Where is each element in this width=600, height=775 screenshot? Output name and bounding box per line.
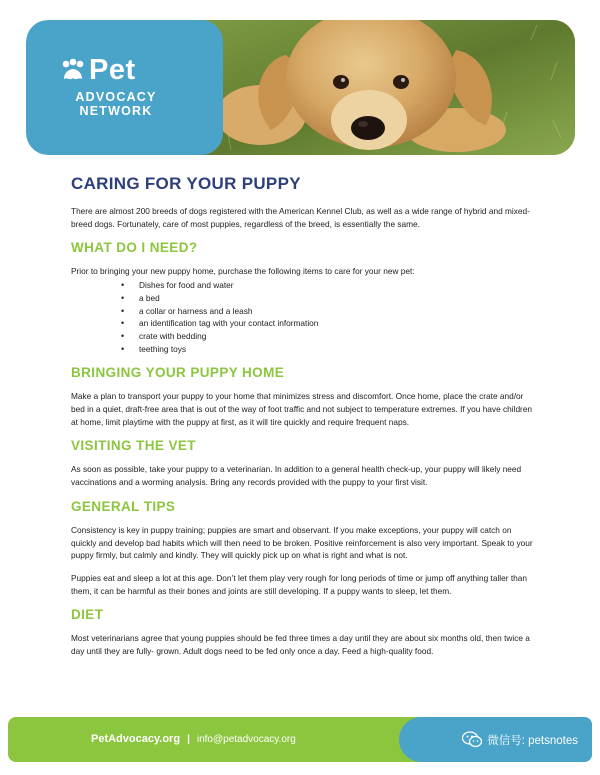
tips-paragraph-1: Consistency is key in puppy training; puppies are smart and observant. If you make exceptions, your puppy will catch on quickly and develop bad habits which will then need to be broken. Positive reinforcement is also very important. Speak to your puppy firmly, but calmly and kindly. They will quickly pick up on what is right and what is not. [71, 524, 533, 561]
home-paragraph: Make a plan to transport your puppy to your home that minimizes stress and discomfort. Once home, place the crate and/or bed in a quiet, draft-free area that is out of the way of foot traffic and not subject to temperature extremes. If you have children at home, limit playtime with the puppy at first, as it will tire quickly and require frequent naps. [71, 391, 533, 427]
need-paragraph: Prior to bringing your new puppy home, purchase the following items to care for your new pet: [71, 266, 415, 277]
page-title: CARING FOR YOUR PUPPY [71, 174, 301, 193]
paw-icon [60, 58, 86, 84]
heading-what-do-i-need: WHAT DO I NEED? [71, 240, 198, 256]
logo [26, 20, 201, 155]
vet-paragraph: As soon as possible, take your puppy to a veterinarian. In addition to a general health check-up, your puppy will likely need vaccinations and a worming analysis. Bring any records provided with the puppy to your first visit. [71, 464, 522, 488]
list-item: • teething toys [121, 343, 533, 356]
logo-pet-text: Pet [89, 54, 136, 86]
footer-website-link[interactable]: PetAdvocacy.org [91, 733, 181, 745]
list-item: • a collar or harness and a leash [121, 305, 533, 318]
heading-general-tips: GENERAL TIPS [71, 498, 176, 514]
header-banner [26, 20, 575, 155]
puppy-photo [201, 20, 575, 155]
article-content [71, 174, 533, 658]
logo-network-text: NETWORK [79, 104, 153, 118]
heading-visiting-the-vet: VISITING THE VET [71, 438, 196, 454]
tips-paragraph-2: Puppies eat and sleep a lot at this age. Don’t let them play very rough for long periods of time or jump off anything taller than them, it can be harmful as their bones and joints are still developing. If a puppy wants to sleep, let them. [71, 572, 527, 596]
heading-bringing-puppy-home: BRINGING YOUR PUPPY HOME [71, 365, 285, 381]
wechat-watermark [462, 731, 578, 748]
list-item: • Dishes for food and water [121, 279, 533, 292]
list-item: • a bed [121, 292, 533, 305]
list-item: • crate with bedding [121, 330, 533, 343]
list-item: • an identification tag with your contact information [121, 317, 533, 330]
footer-bar [8, 717, 592, 762]
supplies-list [121, 279, 533, 355]
intro-paragraph: There are almost 200 breeds of dogs registered with the American Kennel Club, as well as a wide range of hybrid and mixed-breed dogs. Fortunately, care of most puppies, regardless of the breed, is essentially the same. [71, 206, 530, 229]
heading-diet: DIET [71, 607, 104, 623]
diet-paragraph: Most veterinarians agree that young puppies should be fed three times a day until they are about six months old, then twice a day until they are fully- grown. Adult dogs need to be fed only once a day. Feed a high-quality food. [71, 633, 530, 657]
wechat-id-text: 微信号: petsnotes [487, 734, 578, 747]
wechat-icon [462, 731, 482, 748]
footer-separator: | [187, 733, 190, 745]
footer-email-link[interactable]: info@petadvocacy.org [196, 733, 296, 745]
logo-advocacy-text: ADVOCACY [75, 90, 157, 104]
